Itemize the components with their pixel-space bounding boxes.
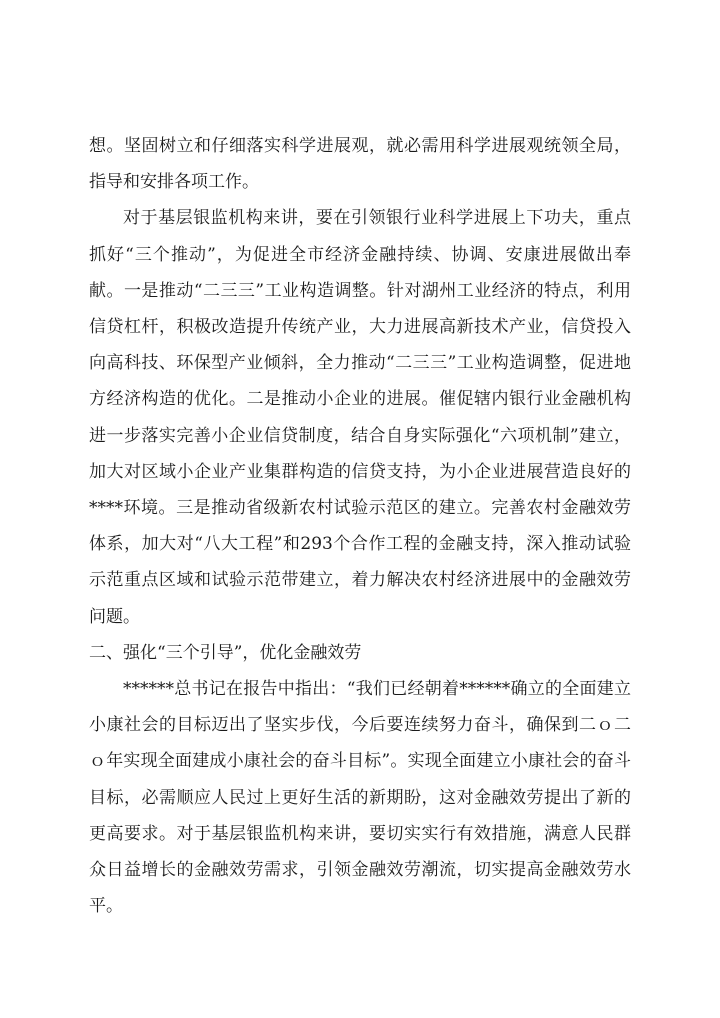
paragraph-three-promotions: 对于基层银监机构来讲，要在引领银行业科学进展上下功夫，重点抓好“三个推动”，为促进全市经济金融持续、协调、安康进展做出奉献。一是推动“二三三”工业构造调整。针对湖州工业经济的特点，利用信贷杠杆，积极改造提升传统产业，大力进展高新技术产业，信贷投入向高科技、环保型产业倾斜，全力推动“二三三”工业构造调整，促进地方经济构造的优化。二是推动小企业的进展。催促辖内银行业金融机构进一步落实完善小企业信贷制度，结合自身实际强化“六项机制”建立，加大对区域小企业产业集群构造的信贷支持，为小企业进展营造良好的****环境。三是推动省级新农村试验示范区的建立。完善农村金融效劳体系，加大对“八大工程”和293个合作工程的金融支持，深入推动试验示范重点区域和试验示范带建立，着力解决农村经济进展中的金融效劳问题。: [89, 208, 631, 627]
document-body: [89, 128, 631, 924]
section-heading: 二、强化“三个引导”，优化金融效劳: [89, 642, 362, 663]
paragraph-report-quote: ******总书记在报告中指出：“我们已经朝着******确立的全面建立小康社会的目标迈出了坚实步伐，今后要连续努力奋斗，确保到二ｏ二ｏ年实现全面建成小康社会的奋斗目标”。实现全面建立小康社会的奋斗目标，必需顺应人民过上更好生活的新期盼，这对金融效劳提出了新的更高要求。对于基层银监机构来讲，要切实实行有效措施，满意人民群众日益增长的金融效劳需求，引领金融效劳潮流，切实提高金融效劳水平。: [89, 679, 631, 917]
paragraph-continuation: 想。坚固树立和仔细落实科学进展观，就必需用科学进展观统领全局，指导和安排各项工作。: [89, 136, 631, 193]
